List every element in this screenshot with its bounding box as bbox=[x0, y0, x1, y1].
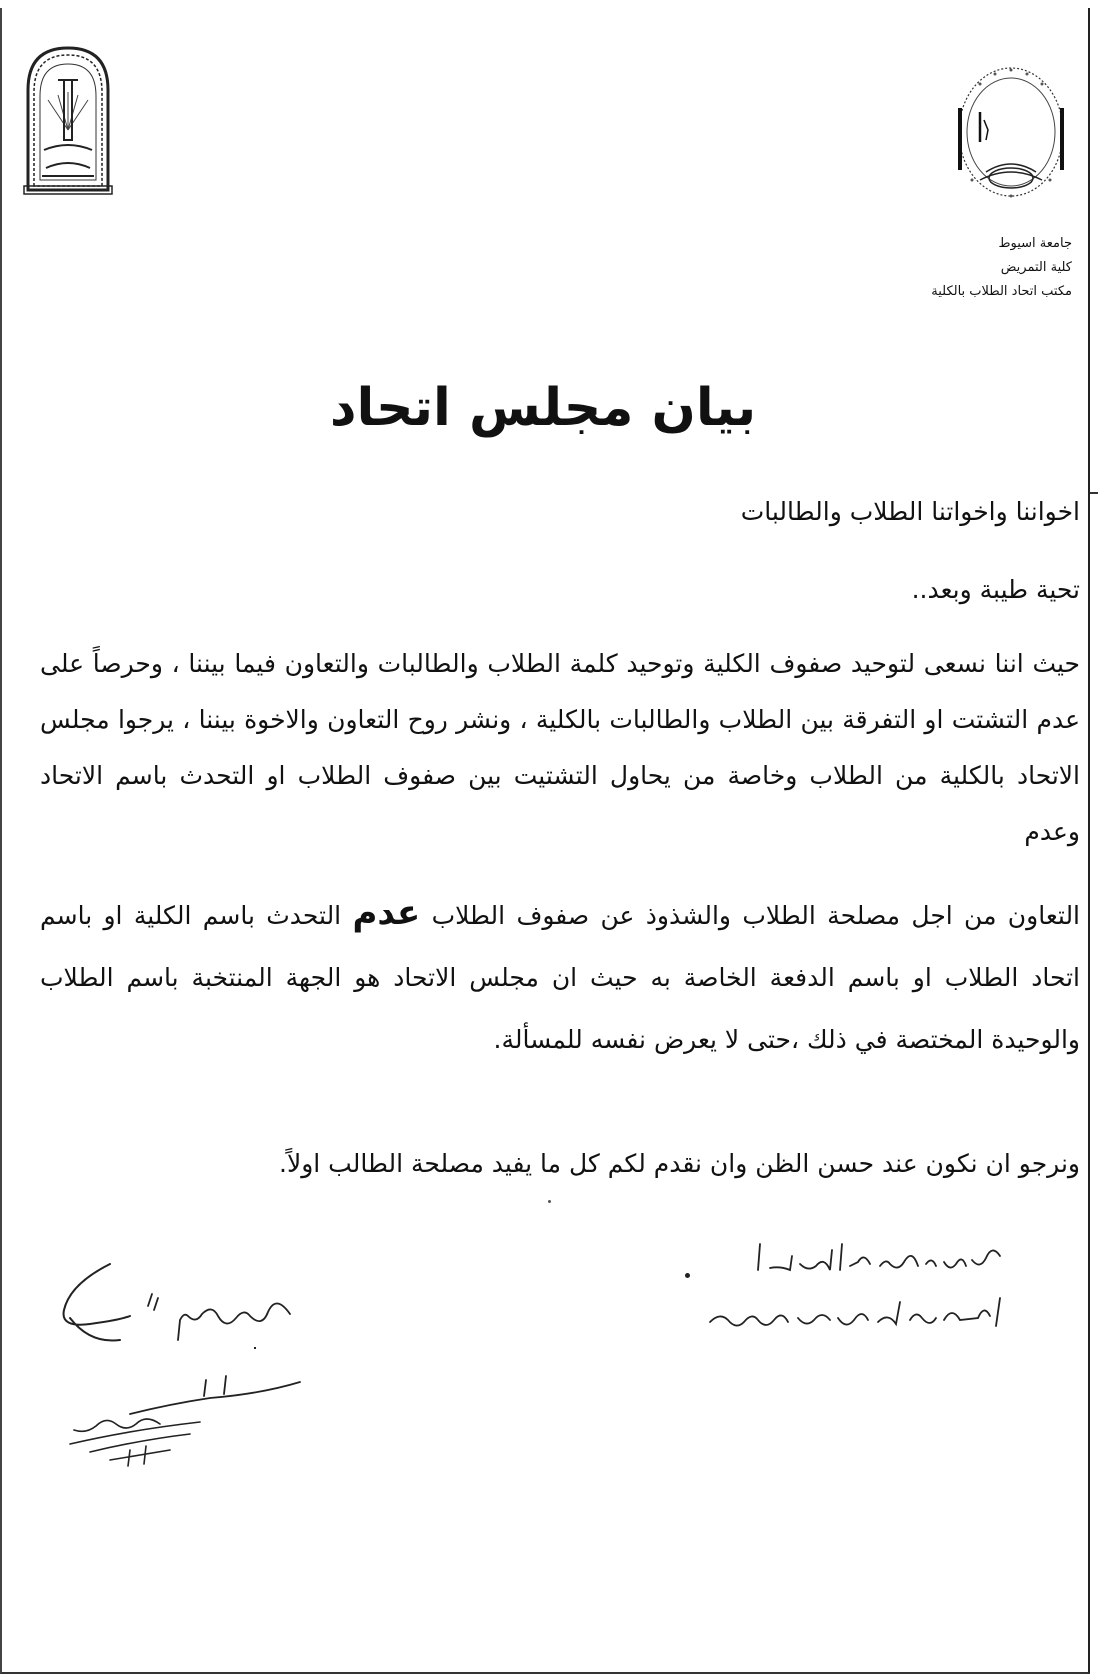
approval-signature-handwritten bbox=[50, 1254, 340, 1504]
assiut-university-logo bbox=[18, 40, 118, 200]
body-paragraph-2 bbox=[40, 882, 1080, 1071]
office-name: مكتب اتحاد الطلاب بالكلية bbox=[931, 284, 1072, 299]
letterhead bbox=[812, 232, 1072, 304]
signature-name-handwritten bbox=[690, 1292, 1020, 1340]
ink-dot bbox=[548, 1200, 551, 1203]
greeting: تحية طيبة وبعد.. bbox=[911, 575, 1080, 604]
document-title: بيان مجلس اتحاد bbox=[329, 378, 757, 438]
margin-mark bbox=[1090, 492, 1098, 494]
body-paragraph-1: حيث اننا نسعى لتوحيد صفوف الكلية وتوحيد كلمة الطلاب والطالبات والتعاون فيما بيننا ، وحرصاً على عدم التشتت او التفرقة بين الطلاب والطالبات بالكلية ، ونشر روح التعاون والاخوة بيننا ، يرجوا مجلس الاتحاد بالكلية من الطلاب وخاصة من يحاول التشتيت بين صفوف الطلاب او التحدث باسم الاتحاد وعدم bbox=[40, 649, 1080, 846]
signature-title-handwritten bbox=[700, 1236, 1020, 1282]
body-paragraph-2-end: التحدث باسم الكلية او باسم اتحاد الطلاب او باسم الدفعة الخاصة به حيث ان مجلس الاتحاد هو الجهة المنتخبة باسم الطلاب والوحيدة المختصة في ذلك ،حتى لا يعرض نفسه للمسألة. bbox=[40, 901, 1080, 1054]
closing-line: ونرجو ان نكون عند حسن الظن وان نقدم لكم كل ما يفيد مصلحة الطالب اولاً. bbox=[279, 1149, 1080, 1178]
body-paragraph-2-start: التعاون من اجل مصلحة الطلاب والشذوذ عن صفوف الطلاب bbox=[431, 901, 1081, 930]
emphasis-word: عدم bbox=[352, 893, 421, 933]
salutation: اخواننا واخواتنا الطلاب والطالبات bbox=[740, 497, 1080, 526]
faculty-of-nursing-logo bbox=[950, 60, 1072, 210]
ink-dot bbox=[685, 1273, 690, 1278]
university-name: جامعة اسيوط bbox=[998, 236, 1072, 251]
faculty-name: كلية التمريض bbox=[1000, 260, 1072, 275]
